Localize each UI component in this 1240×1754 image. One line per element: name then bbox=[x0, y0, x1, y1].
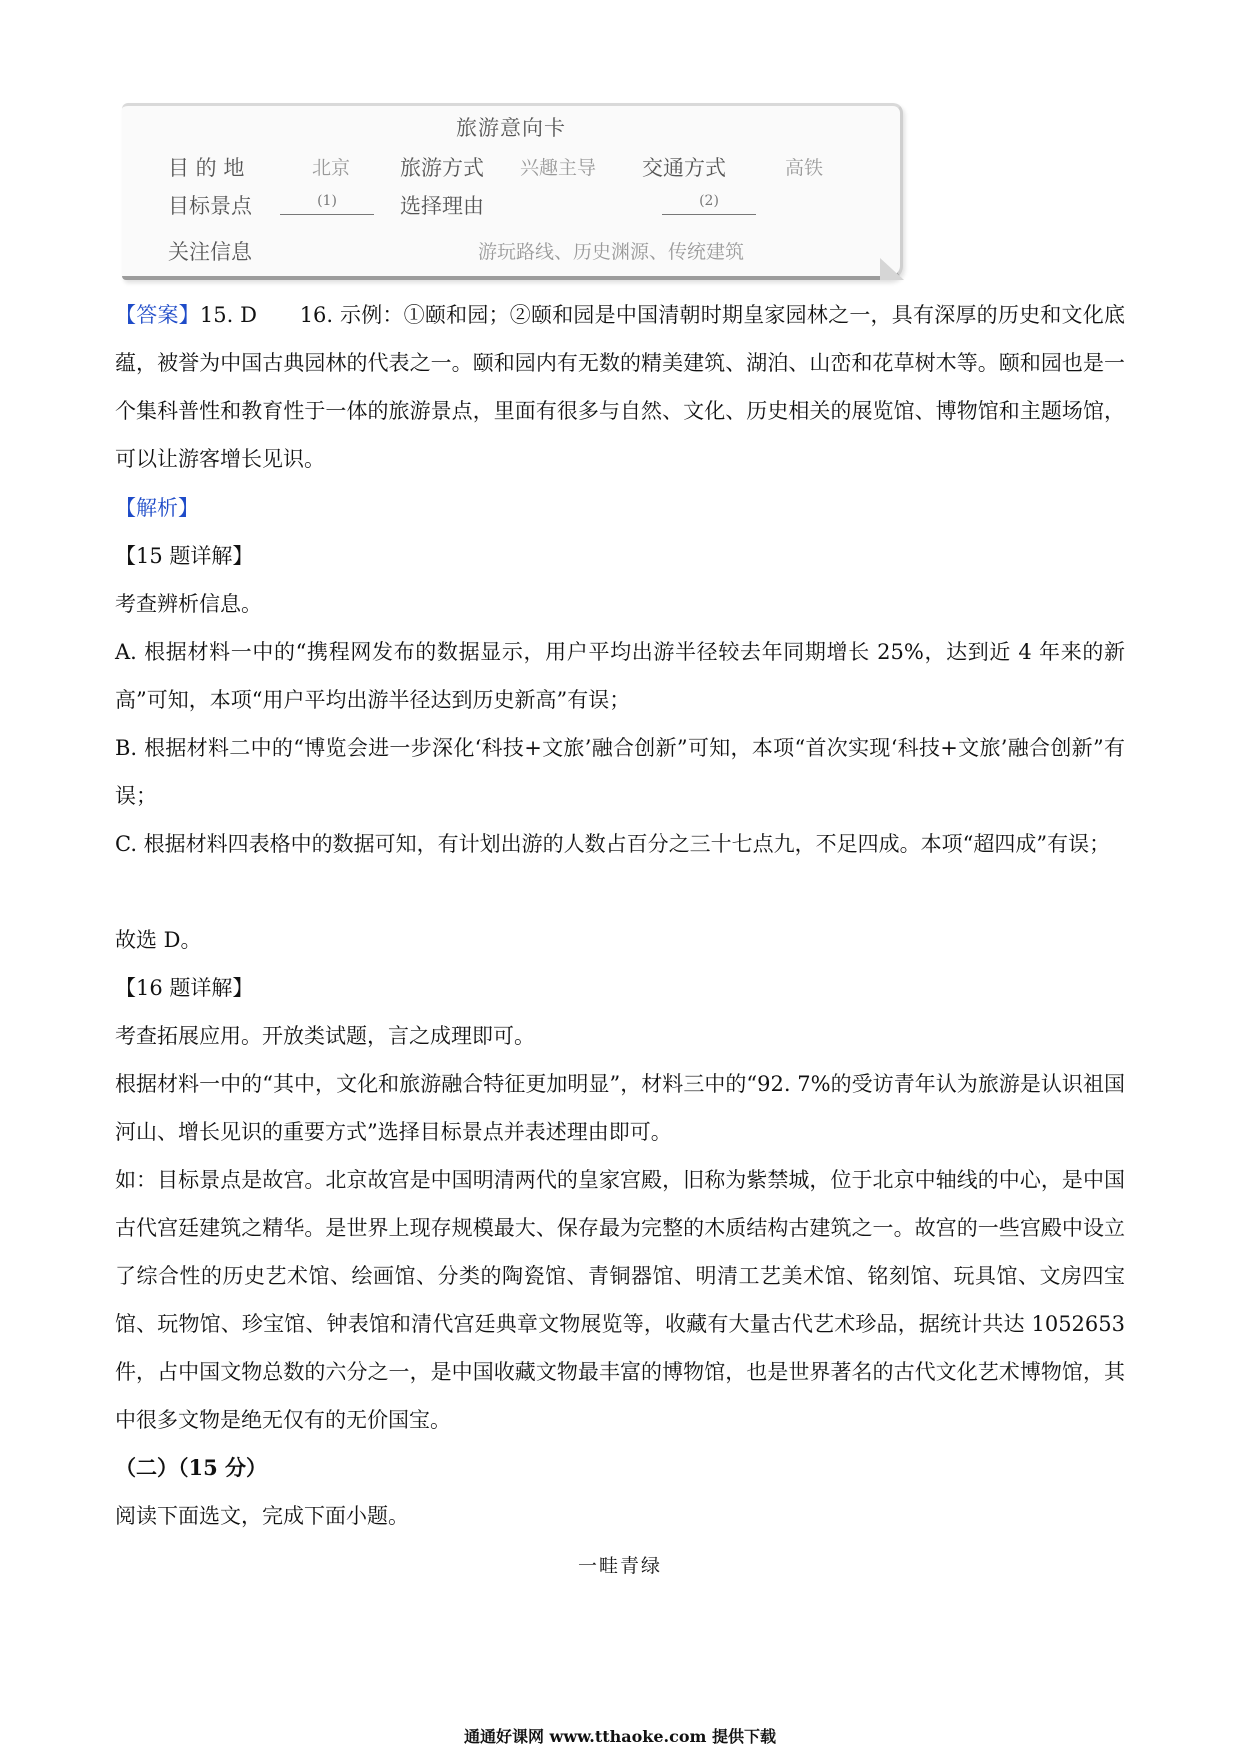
focus-label: 关注信息 bbox=[168, 240, 252, 264]
q15-heading: 【15 题详解】 bbox=[115, 544, 254, 568]
transport-label: 交通方式 bbox=[642, 156, 726, 180]
q15-option-a: A. 根据材料一中的“携程网发布的数据显示，用户平均出游半径较去年同期增长 25%，达到近 4 年来的新高”可知，本项“用户平均出游半径达到历史新高”有误； bbox=[115, 640, 1125, 712]
q15-option-b: B. 根据材料二中的“博览会进一步深化‘科技+文旅’融合创新”可知，本项“首次实现‘科技+文旅’融合创新”有误； bbox=[115, 736, 1125, 808]
answer-tag: 【答案】 bbox=[115, 303, 200, 327]
travel-intention-card bbox=[122, 103, 903, 280]
q15-option-c: C. 根据材料四表格中的数据可知，有计划出游的人数占百分之三十七点九，不足四成。本项“超四成”有误； bbox=[115, 832, 1111, 856]
answer-text: 15. D 16. 示例：①颐和园；②颐和园是中国清朝时期皇家园林之一，具有深厚的历史和文化底蕴，被誉为中国古典园林的代表之一。颐和园内有无数的精美建筑、湖泊、山峦和花草树木等。颐和园也是一个集科普性和教育性于一体的旅游景点，里面有很多与自然、文化、历史相关的展览馆、博物馆和主题场馆，可以让游客增长见识。 bbox=[115, 303, 1125, 471]
footer-watermark: 通通好课网 www.tthaoke.com 提供下载 bbox=[463, 1727, 777, 1746]
analysis-tag: 【解析】 bbox=[115, 496, 199, 520]
blank-2: (2) bbox=[662, 188, 756, 215]
transport-value: 高铁 bbox=[785, 157, 824, 179]
blank-1: (1) bbox=[280, 188, 374, 215]
q16-example: 如：目标景点是故宫。北京故宫是中国明清两代的皇家宫殿，旧称为紫禁城，位于北京中轴线的中心，是中国古代宫廷建筑之精华。是世界上现存规模最大、保存最为完整的木质结构古建筑之一。故宫的一些宫殿中设立了综合性的历史艺术馆、绘画馆、分类的陶瓷馆、青铜器馆、明清工艺美术馆、铭刻馆、玩具馆、文房四宝馆、玩物馆、珍宝馆、钟表馆和清代宫廷典章文物展览等，收藏有大量古代艺术珍品，据统计共达 1052653 件，占中国文物总数的六分之一，是中国收藏文物最丰富的博物馆，也是世界著名的古代文化艺术博物馆，其中很多文物是绝无仅有的无价国宝。 bbox=[115, 1168, 1125, 1432]
target-label: 目标景点 bbox=[168, 194, 252, 218]
q16-basis: 根据材料一中的“其中，文化和旅游融合特征更加明显”，材料三中的“92. 7%的受访青年认为旅游是认识祖国河山、增长见识的重要方式”选择目标景点并表述理由即可。 bbox=[115, 1072, 1125, 1144]
travel-mode-value: 兴趣主导 bbox=[520, 157, 597, 179]
q16-heading: 【16 题详解】 bbox=[115, 976, 254, 1000]
travel-mode-label: 旅游方式 bbox=[400, 156, 484, 180]
card-title: 旅游意向卡 bbox=[456, 116, 566, 140]
destination-value: 北京 bbox=[312, 157, 351, 179]
q15-intro: 考查辨析信息。 bbox=[115, 592, 262, 616]
focus-value: 游玩路线、历史渊源、传统建筑 bbox=[478, 241, 745, 263]
article-title: 一畦青绿 bbox=[577, 1555, 662, 1577]
reason-label: 选择理由 bbox=[400, 194, 484, 218]
q16-intro: 考查拓展应用。开放类试题，言之成理即可。 bbox=[115, 1024, 535, 1048]
section2-instruction: 阅读下面选文，完成下面小题。 bbox=[115, 1504, 409, 1528]
section2-heading: （二）（15 分） bbox=[115, 1455, 268, 1480]
q15-conclusion: 故选 D。 bbox=[115, 928, 202, 952]
answer-paragraph bbox=[115, 291, 1125, 483]
destination-label: 目 的 地 bbox=[168, 156, 245, 180]
page-curl bbox=[880, 258, 904, 280]
